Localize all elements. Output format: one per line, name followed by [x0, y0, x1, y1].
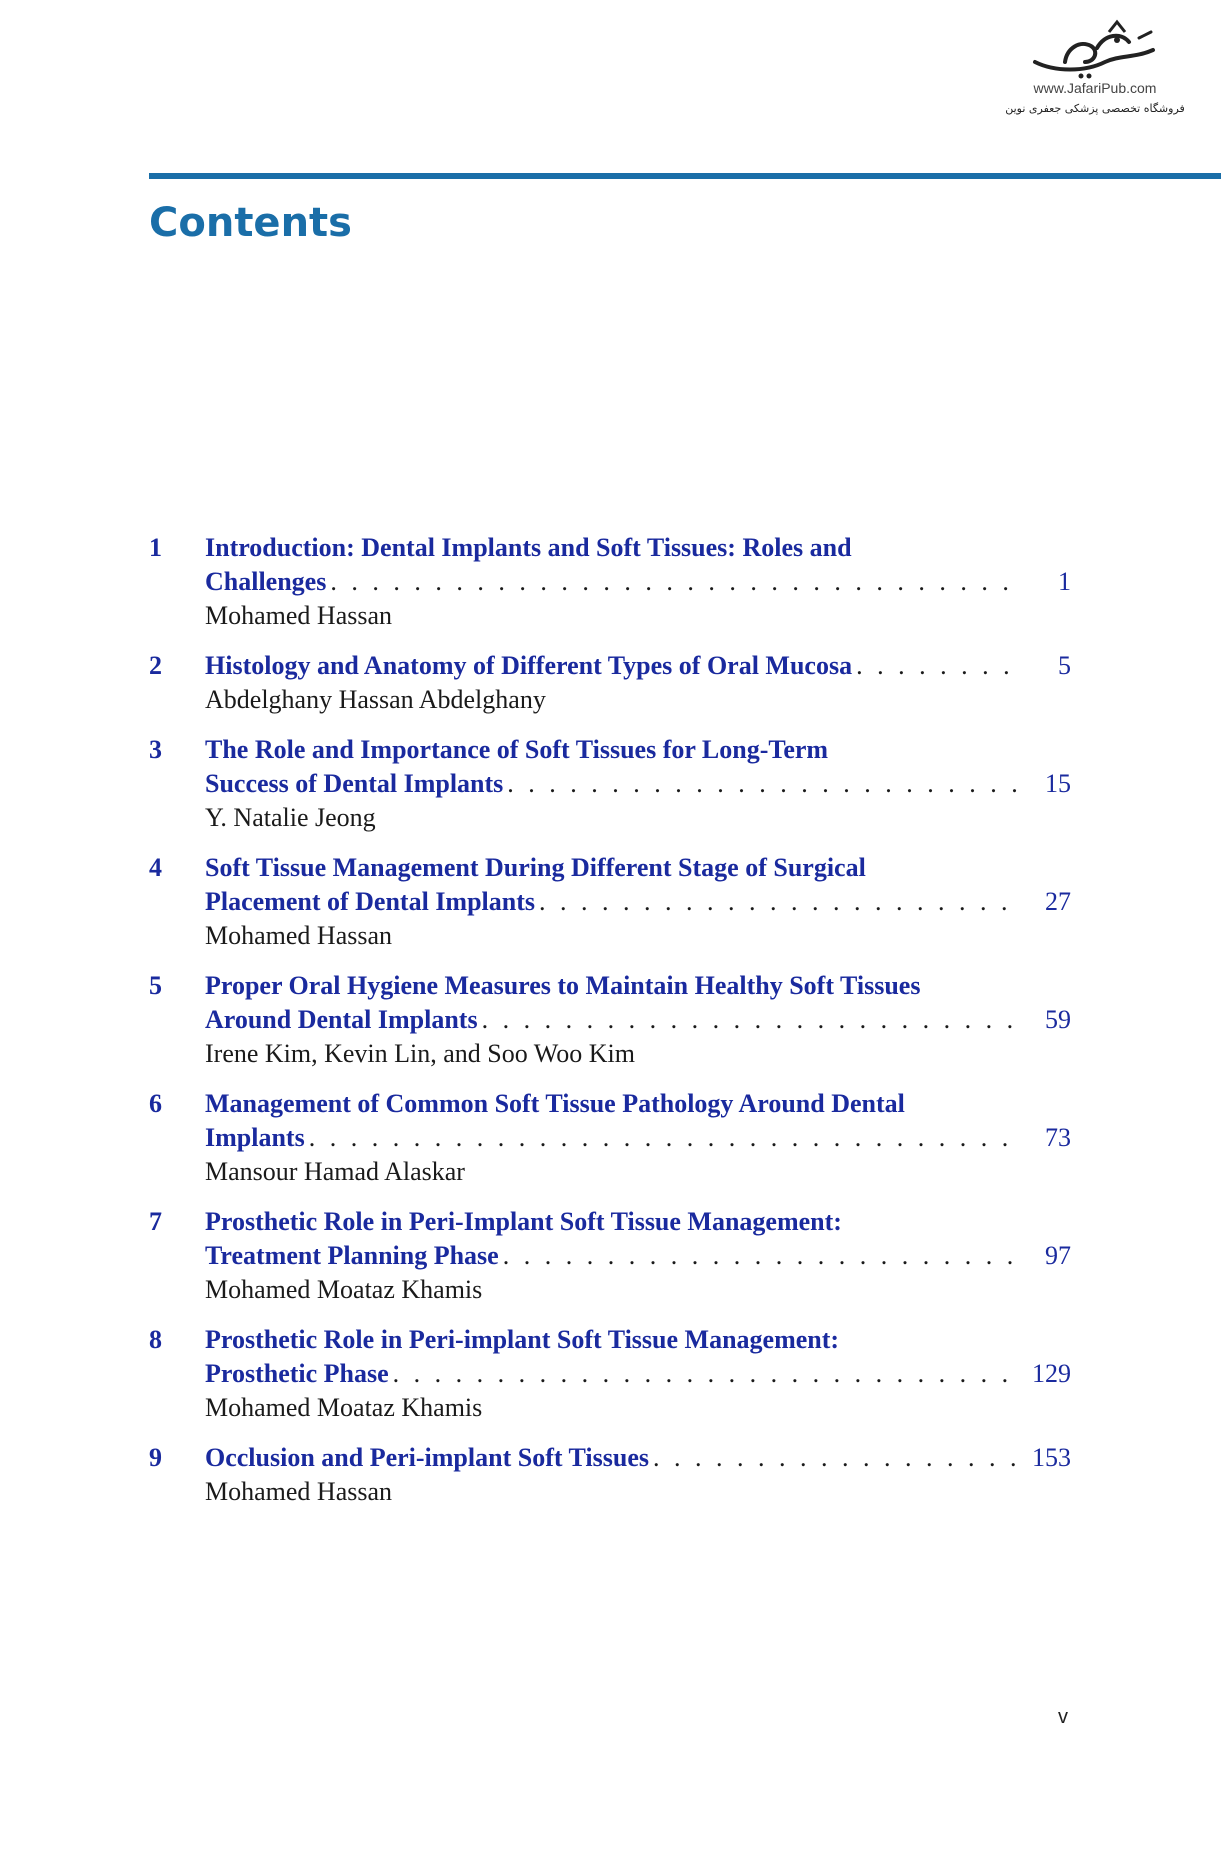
page-number[interactable]: 59 [1045, 1005, 1071, 1034]
page-number[interactable]: 27 [1045, 887, 1071, 916]
page-number[interactable]: 5 [1058, 651, 1071, 680]
chapter-title[interactable]: Management of Common Soft Tissue Pathology Around Dental [205, 1089, 905, 1118]
leader-dots [856, 649, 1019, 683]
chapter-number: 1 [149, 533, 162, 562]
leader-dots [539, 885, 1019, 919]
page-number[interactable]: 15 [1045, 769, 1071, 798]
chapter-title[interactable]: Treatment Planning Phase [205, 1241, 499, 1270]
table-of-contents [149, 531, 1071, 1525]
toc-entry[interactable] [149, 531, 1071, 633]
chapter-author: Y. Natalie Jeong [205, 803, 376, 832]
chapter-title[interactable]: Proper Oral Hygiene Measures to Maintain Healthy Soft Tissues [205, 971, 921, 1000]
toc-entry[interactable] [149, 969, 1071, 1071]
chapter-author: Mohamed Moataz Khamis [205, 1393, 483, 1422]
toc-entry[interactable] [149, 1323, 1071, 1425]
chapter-number: 4 [149, 853, 162, 882]
toc-entry[interactable] [149, 1441, 1071, 1509]
calligraphy-logo-icon [1025, 18, 1165, 80]
chapter-author: Mansour Hamad Alaskar [205, 1157, 465, 1186]
chapter-number: 8 [149, 1325, 162, 1354]
chapter-number: 7 [149, 1207, 162, 1236]
chapter-title[interactable]: The Role and Importance of Soft Tissues for Long-Term [205, 735, 829, 764]
leader-dots [309, 1121, 1019, 1155]
chapter-title[interactable]: Occlusion and Peri-implant Soft Tissues [205, 1443, 649, 1472]
toc-entry[interactable] [149, 733, 1071, 835]
logo-url: www.JafariPub.com [1033, 80, 1157, 96]
chapter-number: 6 [149, 1089, 162, 1118]
chapter-author: Mohamed Hassan [205, 1477, 393, 1506]
leader-dots [330, 565, 1019, 599]
chapter-author: Mohamed Hassan [205, 921, 393, 950]
chapter-title[interactable]: Challenges [205, 567, 327, 596]
header-rule [149, 173, 1221, 179]
chapter-title[interactable]: Histology and Anatomy of Different Types of Oral Mucosa [205, 651, 853, 680]
chapter-author: Abdelghany Hassan Abdelghany [205, 685, 546, 714]
chapter-number: 3 [149, 735, 162, 764]
leader-dots [653, 1441, 1019, 1475]
toc-entry[interactable] [149, 1087, 1071, 1189]
leader-dots [503, 1239, 1019, 1273]
chapter-title[interactable]: Prosthetic Phase [205, 1359, 389, 1388]
toc-entry[interactable] [149, 851, 1071, 953]
leader-dots [507, 767, 1019, 801]
leader-dots [393, 1357, 1019, 1391]
chapter-title[interactable]: Prosthetic Role in Peri-implant Soft Tissue Management: [205, 1325, 840, 1354]
leader-dots [482, 1003, 1019, 1037]
chapter-title[interactable]: Soft Tissue Management During Different Stage of Surgical [205, 853, 866, 882]
page-number[interactable]: 129 [1032, 1359, 1071, 1388]
page-number[interactable]: 1 [1058, 567, 1071, 596]
chapter-title[interactable]: Introduction: Dental Implants and Soft Tissues: Roles and [205, 533, 852, 562]
page-number[interactable]: 153 [1032, 1443, 1071, 1472]
chapter-author: Mohamed Moataz Khamis [205, 1275, 483, 1304]
chapter-number: 5 [149, 971, 162, 1000]
chapter-number: 9 [149, 1443, 162, 1472]
toc-entry[interactable] [149, 1205, 1071, 1307]
folio-page-number: v [1058, 1706, 1068, 1728]
page-title: Contents [149, 200, 352, 246]
chapter-title[interactable]: Around Dental Implants [205, 1005, 478, 1034]
page-number[interactable]: 97 [1045, 1241, 1071, 1270]
chapter-title[interactable]: Success of Dental Implants [205, 769, 504, 798]
publisher-logo [985, 18, 1205, 138]
chapter-author: Mohamed Hassan [205, 601, 393, 630]
chapter-author: Irene Kim, Kevin Lin, and Soo Woo Kim [205, 1039, 635, 1068]
chapter-title[interactable]: Placement of Dental Implants [205, 887, 536, 916]
chapter-title[interactable]: Implants [205, 1123, 305, 1152]
logo-subtitle: فروشگاه تخصصی پزشکی جعفری نوین [1005, 102, 1185, 115]
toc-entry[interactable] [149, 649, 1071, 717]
chapter-number: 2 [149, 651, 162, 680]
page-number[interactable]: 73 [1045, 1123, 1071, 1152]
chapter-title[interactable]: Prosthetic Role in Peri-Implant Soft Tissue Management: [205, 1207, 842, 1236]
